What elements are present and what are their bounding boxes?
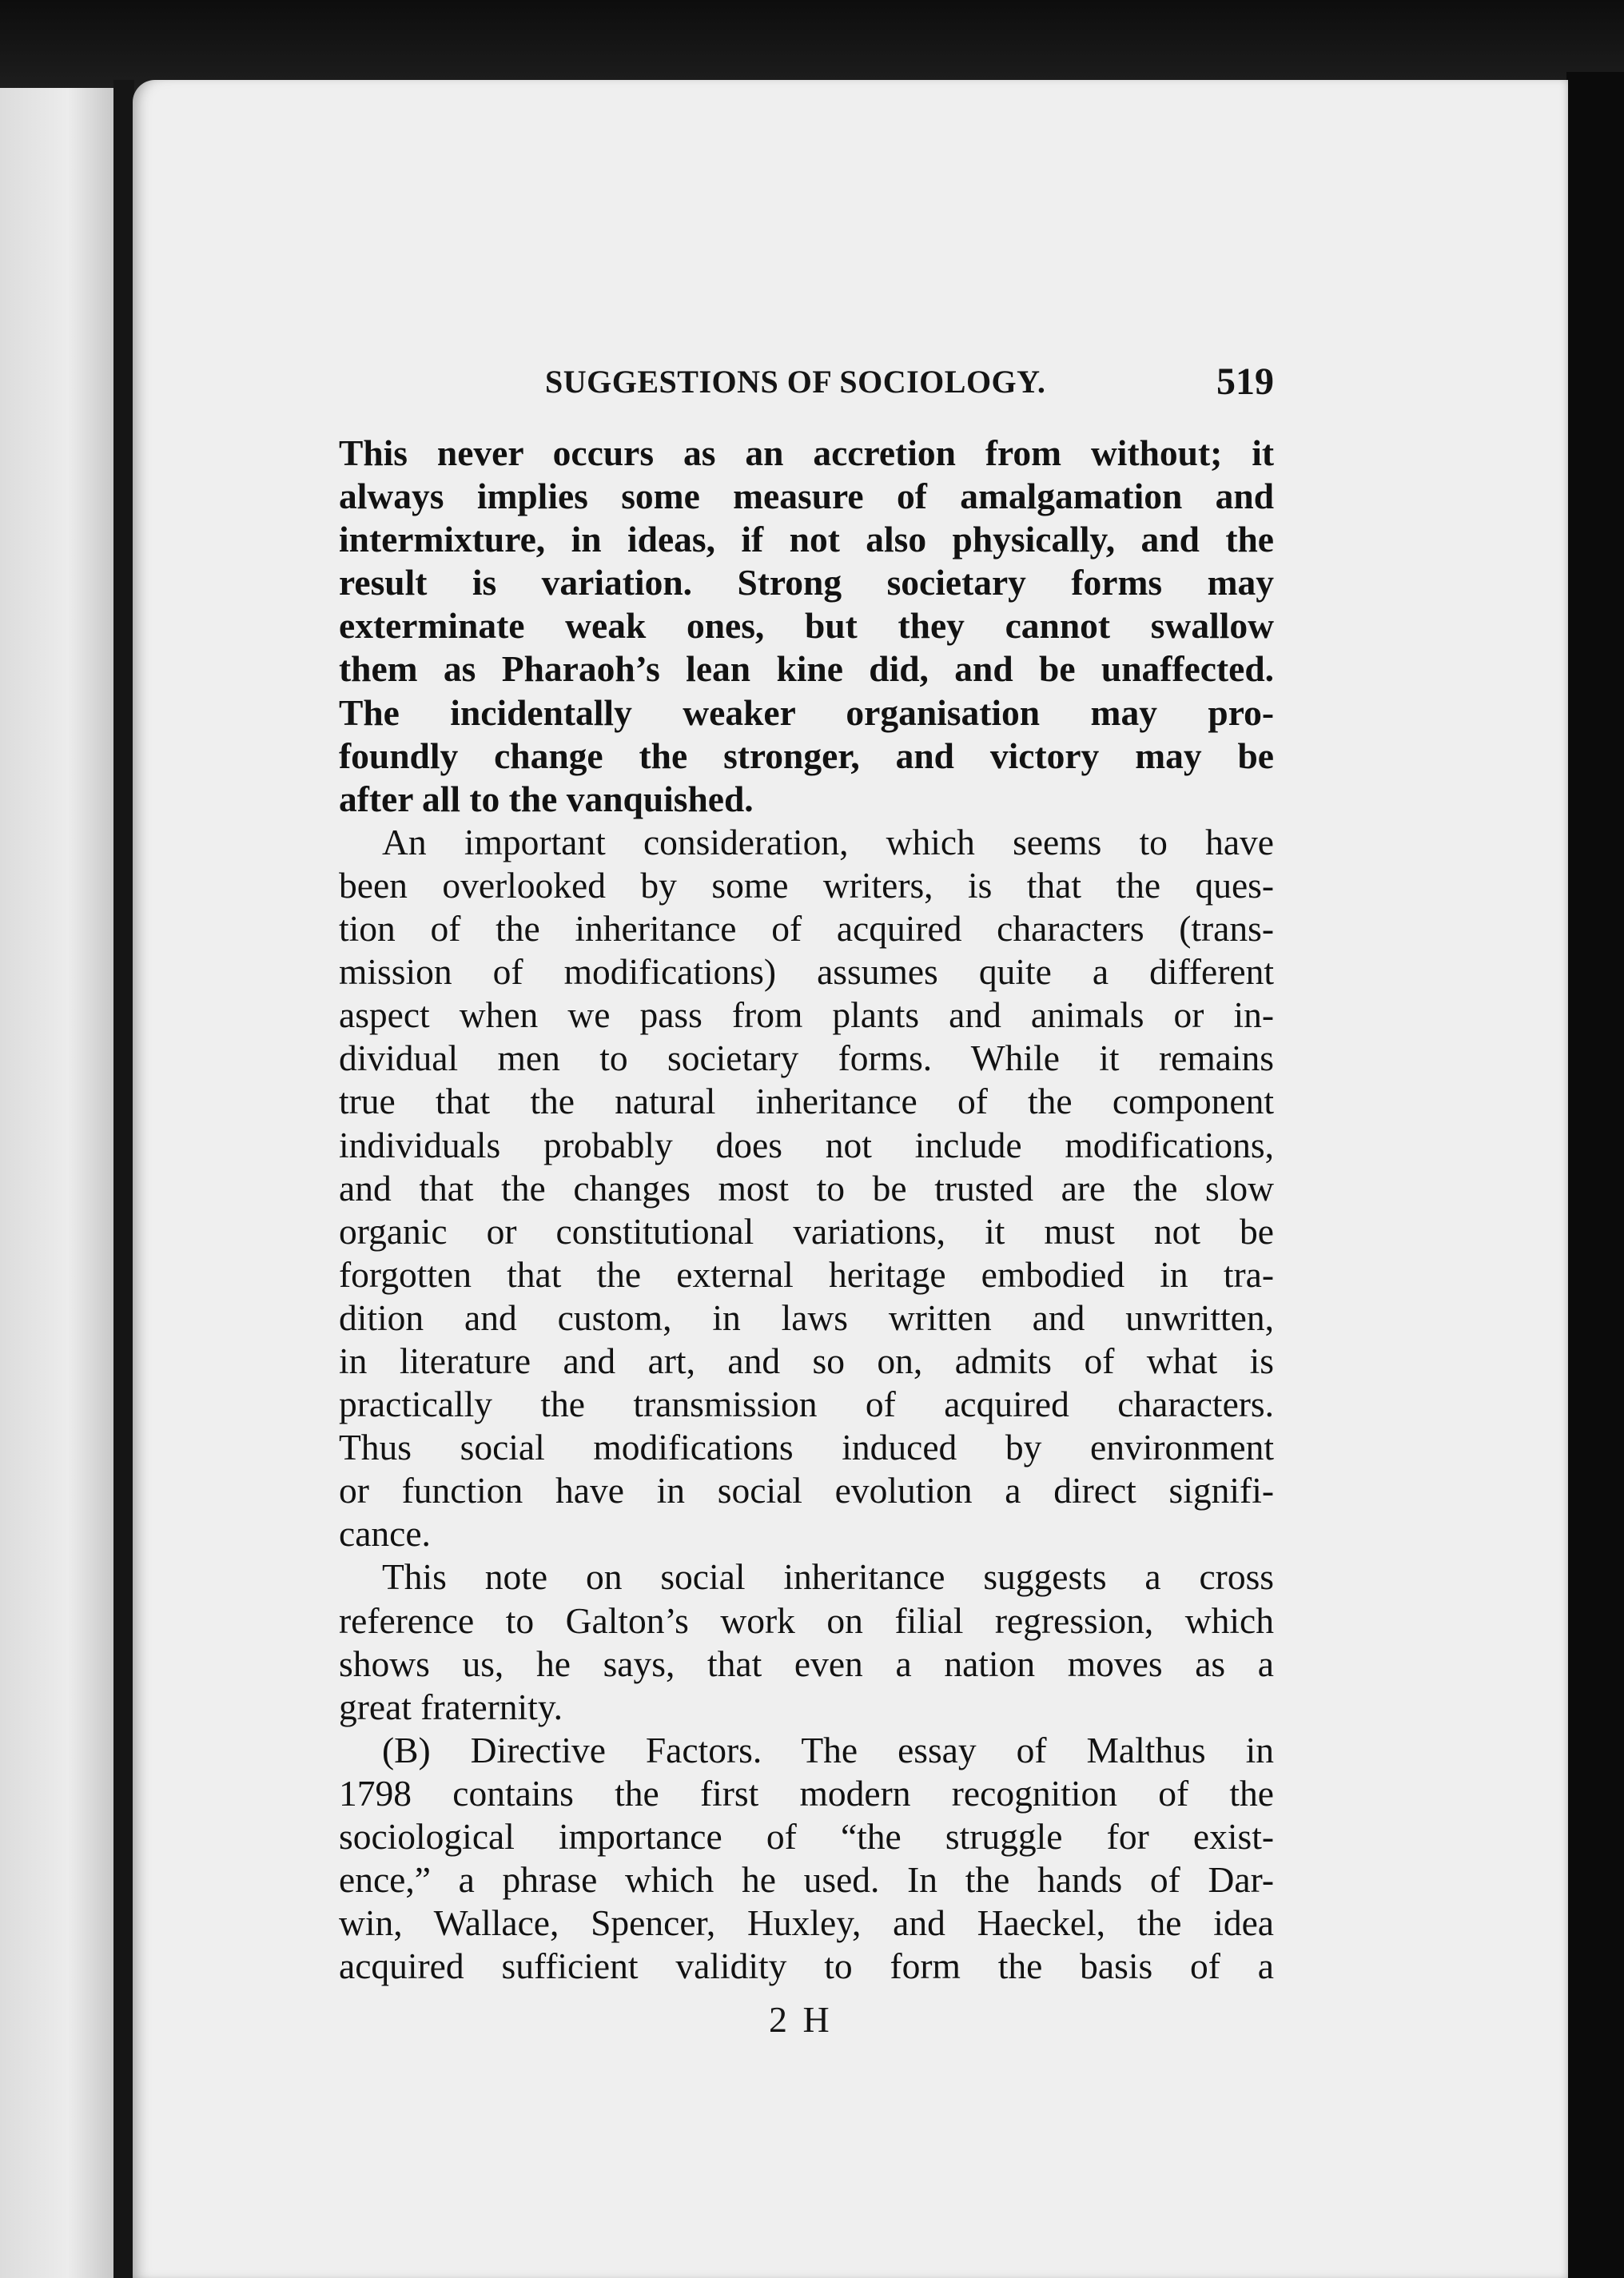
body-text — [339, 432, 1274, 1988]
text-line: This note on social inheritance suggests a cross — [382, 1556, 1274, 1598]
text-line: An important consideration, which seems to have — [382, 821, 1274, 862]
text-line: individuals probably does not include modifications, — [339, 1124, 1274, 1165]
text-line: true that the natural inheritance of the component — [339, 1081, 1274, 1122]
paragraph-directive-factors — [339, 1729, 1274, 1989]
running-head: SUGGESTIONS OF SOCIOLOGY. — [545, 364, 1046, 400]
paragraph-continuation — [339, 432, 1274, 821]
page-number: 519 — [1216, 360, 1274, 403]
text-line: reference to Galton’s work on filial regression, which — [339, 1599, 1274, 1641]
text-line: 1798 contains the first modern recognition of the — [339, 1772, 1274, 1814]
facing-page-edge — [0, 88, 113, 2278]
text-line: acquired sufficient validity to form the basis of a — [339, 1945, 1274, 1987]
text-line: shows us, he says, that even a nation moves as a — [339, 1643, 1274, 1684]
text-line: great fraternity. — [339, 1686, 563, 1727]
text-line: dividual men to societary forms. While it remains — [339, 1037, 1274, 1079]
text-line: result is variation. Strong societary forms may — [339, 562, 1274, 603]
text-line: exterminate weak ones, but they cannot swallow — [339, 605, 1274, 647]
scan-background-right — [1566, 72, 1624, 2278]
text-line: practically the transmission of acquired characters. — [339, 1384, 1274, 1425]
text-line: dition and custom, in laws written and unwritten, — [339, 1296, 1274, 1338]
text-line: organic or constitutional variations, it must not be — [339, 1210, 1274, 1252]
text-line: them as Pharaoh’s lean kine did, and be unaffected. — [339, 648, 1274, 690]
text-line: forgotten that the external heritage embodied in tra- — [339, 1253, 1274, 1295]
text-line: or function have in social evolution a direct signifi- — [339, 1470, 1274, 1511]
text-line: in literature and art, and so on, admits of what is — [339, 1340, 1274, 1381]
text-line: This never occurs as an accretion from without; it — [339, 432, 1274, 473]
text-line: aspect when we pass from plants and animals or in- — [339, 994, 1274, 1036]
text-line: ence,” a phrase which he used. In the hands of Dar- — [339, 1859, 1274, 1901]
text-line: mission of modifications) assumes quite a different — [339, 951, 1274, 993]
text-line: been overlooked by some writers, is that the ques- — [339, 864, 1274, 906]
text-line: Thus social modifications induced by environment — [339, 1427, 1274, 1468]
paragraph-inheritance — [339, 821, 1274, 1556]
text-line: always implies some measure of amalgamation and — [339, 476, 1274, 517]
text-line: sociological importance of “the struggle for exist- — [339, 1816, 1274, 1857]
paragraph-galton — [339, 1555, 1274, 1728]
printer-signature-mark: 2 H — [769, 1999, 833, 2040]
text-line: after all to the vanquished. — [339, 778, 754, 819]
text-line: cance. — [339, 1513, 431, 1555]
text-line: win, Wallace, Spencer, Huxley, and Haeckel, the idea — [339, 1902, 1274, 1944]
page-header — [545, 358, 1274, 414]
text-line: and that the changes most to be trusted are the slow — [339, 1167, 1274, 1209]
book-gutter — [113, 80, 134, 2278]
text-line: (B) Directive Factors. The essay of Malthus in — [382, 1729, 1274, 1770]
text-line: foundly change the stronger, and victory may be — [339, 735, 1274, 776]
text-line: intermixture, in ideas, if not also physically, and the — [339, 519, 1274, 560]
text-line: The incidentally weaker organisation may pro- — [339, 691, 1274, 733]
text-line: tion of the inheritance of acquired characters (trans- — [339, 908, 1274, 950]
